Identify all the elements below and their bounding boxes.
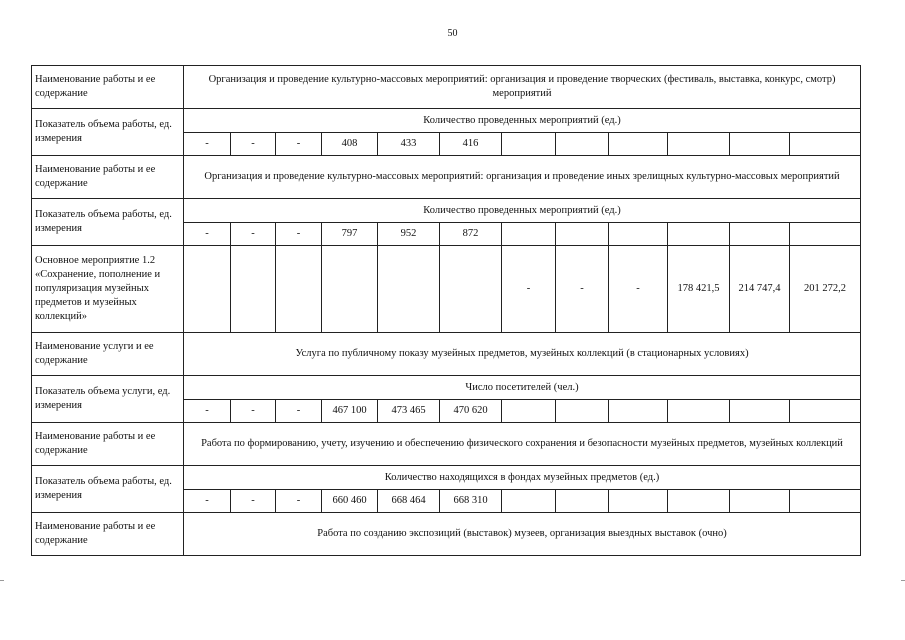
value-cell: 470 620 <box>440 400 502 423</box>
value-cell: - <box>231 490 276 513</box>
row-label: Наименование работы и ее содержание <box>32 156 184 199</box>
value-cell <box>184 246 231 333</box>
value-cell <box>790 133 861 156</box>
value-cell <box>502 223 556 246</box>
value-cell: - <box>231 223 276 246</box>
value-cell: - <box>556 246 609 333</box>
value-cell <box>668 490 730 513</box>
page-number: 50 <box>447 28 458 39</box>
work-row <box>32 333 861 376</box>
value-cell <box>502 490 556 513</box>
value-cell <box>231 246 276 333</box>
value-cell <box>668 223 730 246</box>
value-cell <box>668 400 730 423</box>
work-row <box>32 513 861 556</box>
value-cell: 872 <box>440 223 502 246</box>
value-cell <box>609 133 668 156</box>
value-cell: 660 460 <box>322 490 378 513</box>
volume-unit: Количество проведенных мероприятий (ед.) <box>184 199 861 223</box>
work-description: Работа по созданию экспозиций (выставок) музеев, организация выездных выставок (очно) <box>184 513 861 556</box>
value-cell: 952 <box>378 223 440 246</box>
value-cell <box>790 223 861 246</box>
value-cell: - <box>609 246 668 333</box>
value-cell: - <box>184 133 231 156</box>
value-cell <box>609 400 668 423</box>
row-label: Наименование услуги и ее содержание <box>32 333 184 376</box>
row-label: Показатель объема работы, ед. измерения <box>32 199 184 246</box>
value-cell <box>730 133 790 156</box>
value-cell: - <box>184 400 231 423</box>
value-cell: 214 747,4 <box>730 246 790 333</box>
value-cell <box>668 133 730 156</box>
value-cell <box>556 133 609 156</box>
value-cell <box>609 223 668 246</box>
measure-row <box>32 246 861 333</box>
value-cell <box>322 246 378 333</box>
value-cell <box>730 400 790 423</box>
row-label: Наименование работы и ее содержание <box>32 513 184 556</box>
work-description: Работа по формированию, учету, изучению и обеспечению физического сохранения и безопасности музейных предметов, музейных коллекций <box>184 423 861 466</box>
value-cell <box>440 246 502 333</box>
value-cell: 433 <box>378 133 440 156</box>
budget-table <box>31 65 861 556</box>
row-label: Показатель объема работы, ед. измерения <box>32 109 184 156</box>
row-label: Наименование работы и ее содержание <box>32 423 184 466</box>
value-cell <box>276 246 322 333</box>
value-cell: 668 310 <box>440 490 502 513</box>
value-cell: 416 <box>440 133 502 156</box>
value-cell <box>556 223 609 246</box>
work-description: Организация и проведение культурно-массовых мероприятий: организация и проведение творческих (фестиваль, выставка, конкурс, смотр) мероприятий <box>184 66 861 109</box>
volume-unit: Количество проведенных мероприятий (ед.) <box>184 109 861 133</box>
value-cell <box>730 490 790 513</box>
scan-mark <box>901 580 905 581</box>
value-cell: 473 465 <box>378 400 440 423</box>
value-cell <box>378 246 440 333</box>
row-label: Наименование работы и ее содержание <box>32 66 184 109</box>
value-cell: 467 100 <box>322 400 378 423</box>
value-cell <box>790 490 861 513</box>
row-label: Показатель объема работы, ед. измерения <box>32 466 184 513</box>
value-cell: - <box>276 223 322 246</box>
row-label: Показатель объема услуги, ед. измерения <box>32 376 184 423</box>
value-cell: 797 <box>322 223 378 246</box>
value-cell <box>609 490 668 513</box>
value-cell: 668 464 <box>378 490 440 513</box>
value-cell: - <box>231 133 276 156</box>
value-cell: 408 <box>322 133 378 156</box>
value-cell <box>556 490 609 513</box>
volume-unit-row <box>32 466 861 490</box>
work-row <box>32 423 861 466</box>
value-cell: - <box>276 133 322 156</box>
value-cell: - <box>502 246 556 333</box>
volume-unit-row <box>32 199 861 223</box>
row-label: Основное мероприятие 1.2 «Сохранение, пополнение и популяризация музейных предметов и музейных коллекций» <box>32 246 184 333</box>
work-row <box>32 66 861 109</box>
value-cell <box>502 133 556 156</box>
value-cell: - <box>276 400 322 423</box>
value-cell: 201 272,2 <box>790 246 861 333</box>
value-cell: - <box>184 490 231 513</box>
value-cell: - <box>276 490 322 513</box>
volume-unit-row <box>32 109 861 133</box>
value-cell: 178 421,5 <box>668 246 730 333</box>
work-row <box>32 156 861 199</box>
value-cell <box>730 223 790 246</box>
value-cell <box>790 400 861 423</box>
volume-unit: Число посетителей (чел.) <box>184 376 861 400</box>
value-cell: - <box>231 400 276 423</box>
scan-mark <box>0 580 4 581</box>
value-cell <box>556 400 609 423</box>
work-description: Услуга по публичному показу музейных предметов, музейных коллекций (в стационарных условиях) <box>184 333 861 376</box>
volume-unit: Количество находящихся в фондах музейных предметов (ед.) <box>184 466 861 490</box>
work-description: Организация и проведение культурно-массовых мероприятий: организация и проведение иных зрелищных культурно-массовых мероприятий <box>184 156 861 199</box>
value-cell <box>502 400 556 423</box>
value-cell: - <box>184 223 231 246</box>
volume-unit-row <box>32 376 861 400</box>
